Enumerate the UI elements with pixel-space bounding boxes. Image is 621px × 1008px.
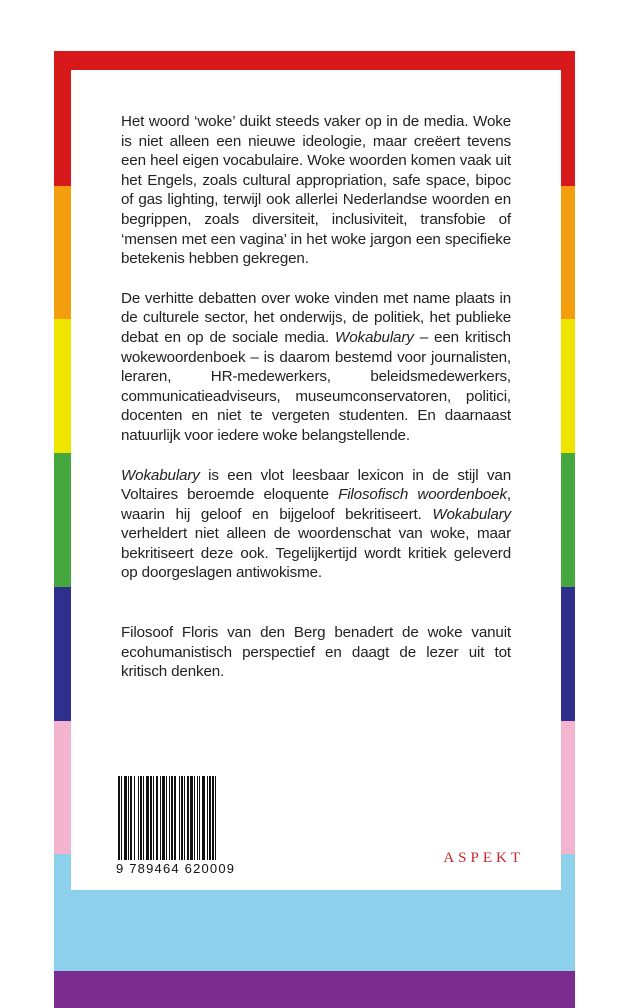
isbn-number: 9 789464 620009	[116, 861, 236, 876]
author-paragraph: Filosoof Floris van den Berg benadert de woke vanuit ecohumanistisch perspectief en daagt de lezer uit tot kritisch denken.	[121, 624, 511, 681]
blurb-text: is een vlot leesbaar lexicon in de stijl van Voltaires beroemde eloquente	[121, 466, 511, 504]
blurb-paragraph-2	[121, 289, 511, 446]
barcode	[116, 776, 266, 860]
blurb-text: verheldert niet alleen de woordenschat van woke, maar bekritiseert deze ook. Tegelijkertijd wordt kritiek geleverd op doorgeslagen antiwokisme.	[121, 525, 511, 582]
book-title: Wokabulary	[432, 505, 511, 523]
rainbow-frame	[54, 51, 575, 908]
blurb-text: De verhitte debatten over woke vinden met name plaats in de culturele sector, het onderwijs, de politiek, het publieke debat en op de sociale media.	[121, 289, 511, 346]
blurb-paragraph-1: Het woord ‘woke’ duikt steeds vaker op in de media. Woke is niet alleen een nieuwe ideologie, maar creëert tevens een heel eigen vocabulaire. Woke woorden komen vaak uit het Engels, zoals cultural appropriation, safe space, bipoc of gas lighting, terwijl ook allerlei Nederlandse woorden en begrippen, zoals diversiteit, inclusiviteit, transfobie of ‘mensen met een vagina’ in het woke jargon een specifieke betekenis hebben gekregen.	[121, 113, 511, 268]
stripe-purple	[54, 971, 575, 1008]
book-title: Wokabulary	[121, 466, 200, 484]
blurb-text: , waarin hij geloof en bijgeloof bekritiseert.	[121, 486, 511, 523]
blurb-paragraph-3	[121, 466, 511, 584]
back-cover-blurb	[121, 112, 511, 682]
publisher-logo: ASPEKT	[443, 850, 524, 866]
barcode-bars	[116, 776, 266, 860]
blurb-text: – een kritisch wokewoordenboek – is daarom bestemd voor journalisten, leraren, HR-medewerkers, beleidsmedewerkers, communicatieadviseurs, museumconservatoren, politici, docenten en niet te vergeten studenten. En daarnaast natuurlijk voor iedere woke belangstellende.	[121, 328, 511, 444]
book-title: Wokabulary	[335, 328, 414, 346]
referenced-book-title: Filosofisch woordenboek	[338, 486, 507, 504]
back-cover-panel	[71, 70, 561, 890]
